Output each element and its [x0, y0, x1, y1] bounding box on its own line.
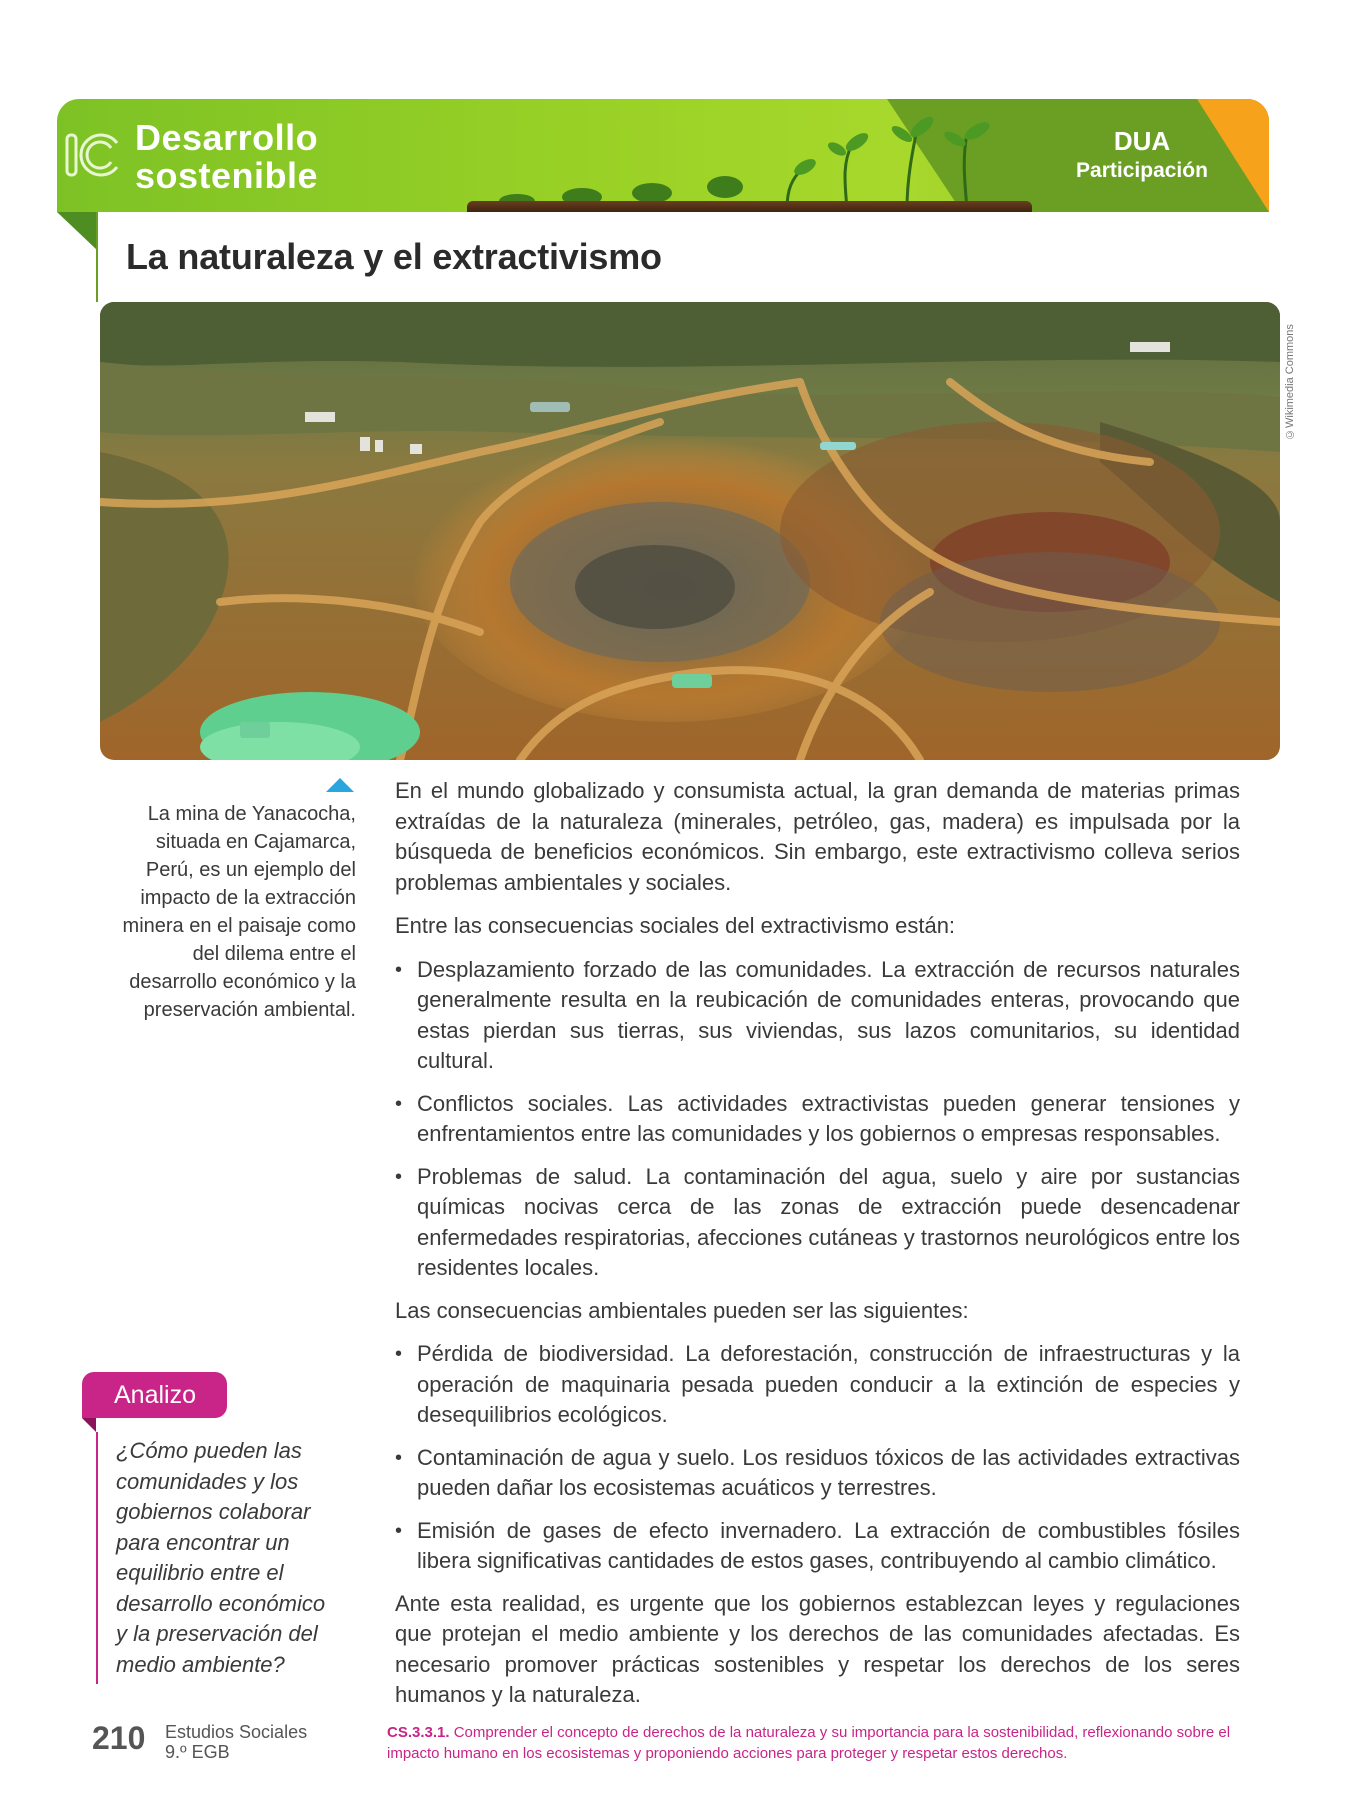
subject-grade: 9.º EGB: [165, 1742, 230, 1762]
list-item: • Contaminación de agua y suelo. Los residuos tóxicos de las actividades extractivas pueden dañar los ecosistemas acuáticos y terrestres.: [395, 1443, 1240, 1504]
analizo-question: ¿Cómo pueden las comunidades y los gobiernos colaborar para encontrar un equilibrio entre el desarrollo económico y la preservación del medio ambiente?: [116, 1438, 326, 1677]
intro-paragraph: En el mundo globalizado y consumista actual, la gran demanda de materias primas extraídas de la naturaleza (minerales, petróleo, gas, madera) es impulsada por la búsqueda de beneficios económicos. Sin embargo, este extractivismo colleva serios problemas ambientales y sociales.: [395, 778, 1240, 895]
environmental-heading: Las consecuencias ambientales pueden ser las siguientes:: [395, 1297, 969, 1323]
list-item: • Conflictos sociales. Las actividades extractivistas pueden generar tensiones y enfrentamientos entre las comunidades y los gobiernos o empresas responsables.: [395, 1089, 1240, 1150]
page-number: 210: [92, 1720, 146, 1756]
photo-credit: ©Wikimedia Commons: [1284, 324, 1296, 440]
ic-logo-icon: [65, 127, 127, 183]
dua-label: DUA: [1113, 126, 1171, 156]
social-list: [395, 955, 1240, 1284]
social-heading: Entre las consecuencias sociales del extractivismo están:: [395, 913, 956, 938]
subject-name: Estudios Sociales: [165, 1722, 308, 1742]
curriculum-code-text: Comprender el concepto de derechos de la naturaleza y su importancia para la sostenibilidad, reflexionando sobre el impacto humano en los ecosistemas y proponiendo acciones para proteger y respetar estos derechos.: [387, 1724, 1231, 1762]
soil-strip: [467, 201, 1032, 212]
analizo-rule: [96, 1432, 98, 1684]
main-text: [395, 776, 1240, 1724]
page-title: La naturaleza y el extractivismo: [126, 236, 662, 277]
analizo-fold: [82, 1418, 96, 1432]
curriculum-code: [387, 1722, 1247, 1764]
section-title: [135, 119, 318, 195]
open-pit-mine-photo: [100, 302, 1280, 760]
sprouts-icon: [487, 109, 1027, 209]
photo-caption: La mina de Yanacocha, situada en Cajamarca, Perú, es un ejemplo del impacto de la extracción minera en el paisaje como del dilema entre el desarrollo económico y la preservación ambiental.: [122, 803, 356, 1021]
mine-photo: [100, 302, 1280, 760]
dua-participation: Participación: [1076, 159, 1208, 182]
list-item: • Problemas de salud. La contaminación del agua, suelo y aire por sustancias químicas nocivas cerca de las zonas de extracción puede desencadenar enfermedades respiratorias, afecciones cutáneas y trastornos neurológicos entre los residentes locales.: [395, 1162, 1240, 1284]
subject-label: [165, 1722, 307, 1762]
list-item: • Emisión de gases de efecto invernadero. La extracción de combustibles fósiles libera significativas cantidades de estos gases, contribuyendo al cambio climático.: [395, 1516, 1240, 1577]
list-item: • Desplazamiento forzado de las comunidades. La extracción de recursos naturales generalmente resulta en la reubicación de comunidades enteras, provocando que estas pierdan sus tierras, sus viviendas, sus lazos comunitarios, su identidad cultural.: [395, 955, 1240, 1077]
banner-fold: [57, 212, 97, 250]
curriculum-code-id: CS.3.3.1.: [387, 1724, 450, 1741]
section-title-line1: Desarrollo: [135, 117, 319, 158]
section-banner: [57, 99, 1269, 212]
caption-arrow-icon: [326, 778, 354, 792]
section-title-line2: sostenible: [135, 155, 319, 196]
analizo-tab: Analizo: [82, 1372, 227, 1418]
list-item: • Pérdida de biodiversidad. La deforestación, construcción de infraestructuras y la operación de maquinaria pesada pueden conducir a la extinción de especies y desequilibrios ecológicos.: [395, 1339, 1240, 1431]
conclusion-paragraph: Ante esta realidad, es urgente que los gobiernos establezcan leyes y regulaciones que protejan el medio ambiente y los derechos de las comunidades afectadas. Es necesario promover prácticas sostenibles y respetar los derechos de los seres humanos y la naturaleza.: [395, 1590, 1240, 1707]
environmental-list: [395, 1339, 1240, 1577]
side-rule: [96, 212, 98, 302]
